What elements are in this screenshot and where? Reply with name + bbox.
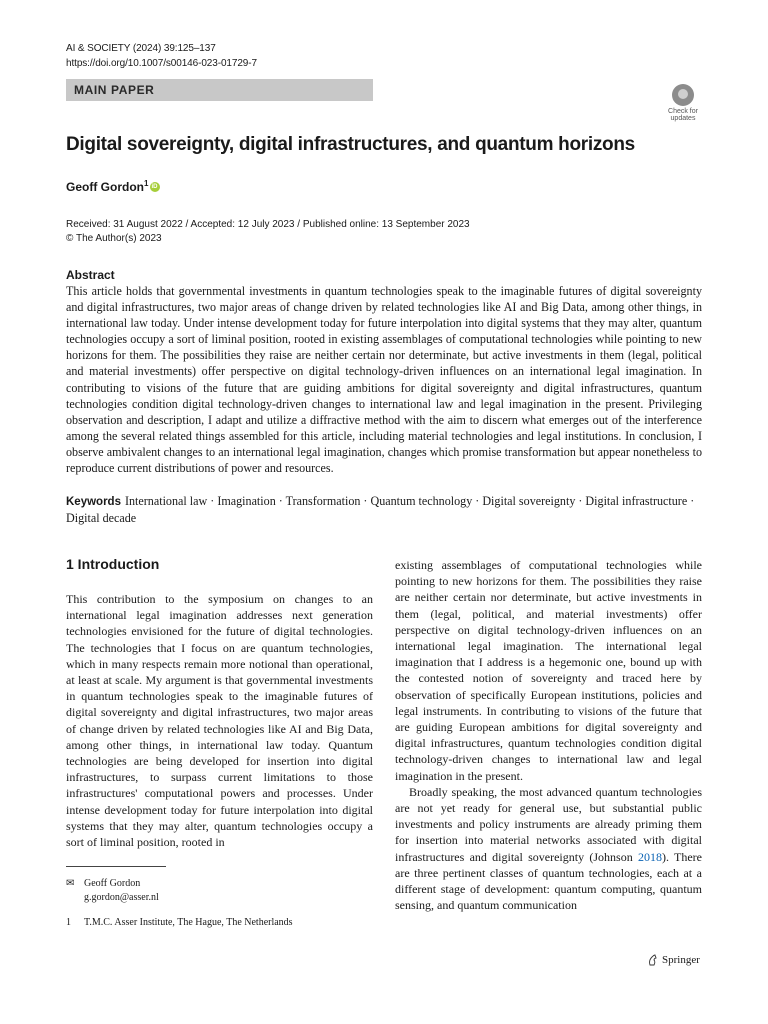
publisher-name: Springer: [662, 954, 700, 966]
check-badge-line1: Check for: [668, 108, 698, 115]
affiliation-text: T.M.C. Asser Institute, The Hague, The Netherlands: [84, 917, 293, 928]
article-title: Digital sovereignty, digital infrastructures, and quantum horizons: [66, 134, 635, 155]
article-type-label: MAIN PAPER: [74, 83, 155, 97]
body-text: ). There are three pertinent classes of quantum technologies, each at a different stage of development: quantum computing, quantum sensing, and quantum communication: [395, 849, 702, 913]
abstract-text: This article holds that governmental investments in quantum technologies speak to the imaginable futures of digital sovereignty and digital infrastructures, two major areas of change driven by related technologies like AI and Big Data, among other things, in international law today. Under intense development today for future interpolation into digital systems that they may alter, quantum technologies occupy a sort of liminal position, rooted in existing assemblages of computational technologies while pointing to new horizons for them. The possibilities they raise are neither certain nor determinate, but active investments in them (legal, political and material investments) offer perspective on digital technology-driven influences on an international legal imagination. In contributing to visions of the future that are guiding ambitions for digital sovereignty and digital infrastructures, quantum technologies condition digital technology-driven changes to international law and legal imagination in the present. Privileging observation and description, I adapt and utilize a diffractive method with the aim to discern what emerges out of the interference among the several related things assembled for this article, including material technologies and legal institutions. In conclusion, I observe ambivalent changes to an international legal imagination, changes which promise transformation but appear nonetheless to reproduce current distributions of power and resources.: [66, 284, 702, 476]
body-column-left: [66, 591, 373, 850]
publisher-logo: [648, 954, 700, 966]
citation-link[interactable]: 2018: [637, 849, 662, 864]
body-paragraph: [395, 784, 702, 914]
body-paragraph: existing assemblages of computational technologies while pointing to new horizons for them. The possibilities they raise are neither certain nor determinate, but active investments in them (legal, political, and material investments) offer perspective on digital technology-driven influences on an international legal imagination. The international legal imagination that I address is a hegemonic one, bound up with the contested notion of sovereignty and traced here by observation of specifically European institutions, policies and legal instruments. In contributing to visions of the future that are guiding European ambitions for digital sovereignty and digital infrastructures, quantum technologies condition digital technology-driven changes to international law and legal imagination in the present.: [395, 558, 702, 783]
check-updates-icon: [672, 84, 694, 106]
footnote-divider: [66, 866, 166, 867]
publication-dates: [66, 218, 470, 246]
check-badge-line2: updates: [670, 115, 696, 122]
body-column-right: [395, 557, 702, 913]
dates-line: Received: 31 August 2022 / Accepted: 12 July 2023 / Published online: 13 September 2023: [66, 219, 470, 230]
journal-citation: AI & SOCIETY (2024) 39:125–137: [66, 43, 216, 54]
section-heading: 1 Introduction: [66, 556, 160, 572]
copyright-line: © The Author(s) 2023: [66, 233, 162, 244]
corresponding-author-footnote: [66, 877, 159, 904]
abstract-heading: Abstract: [66, 268, 115, 282]
affiliation-number: 1: [66, 917, 71, 928]
author-affiliation-mark: 1: [144, 179, 149, 188]
journal-doi[interactable]: https://doi.org/10.1007/s00146-023-01729-7: [66, 58, 257, 69]
author-name: Geoff Gordon: [66, 180, 144, 194]
article-type-banner: [66, 79, 373, 101]
keywords: [66, 493, 702, 526]
orcid-icon[interactable]: [150, 182, 160, 192]
check-for-updates-badge[interactable]: [664, 84, 702, 122]
footnote-author-name: Geoff Gordon: [84, 878, 141, 889]
body-text: Broadly speaking, the most advanced quantum technologies are not yet ready for general use, but substantial public investments and policy instruments are already priming them for insertion into material networks associated with digital infrastructures and digital sovereignty (Johnson: [395, 784, 702, 864]
envelope-icon: ✉: [66, 878, 75, 889]
springer-horse-icon: [648, 954, 658, 966]
author-line: [66, 179, 160, 194]
footnote-author-email[interactable]: g.gordon@asser.nl: [84, 891, 159, 903]
affiliation-footnote: [66, 916, 293, 930]
keywords-text: International law · Imagination · Transformation · Quantum technology · Digital sovereignty · Digital infrastructure · Digital decade: [66, 494, 695, 526]
keywords-heading: Keywords: [66, 496, 121, 508]
body-paragraph: This contribution to the symposium on changes to an international legal imagination addresses next generation technologies envisioned for the future of digital technologies. The technologies that I focus on are quantum technologies, which in many respects remain more notional than operational, at least at scale. My argument is that governmental investments in quantum technologies speak to the imaginable futures of digital sovereignty and digital infrastructures, two major areas of change driven by related technologies like AI and Big Data, among other things, in international law today. Quantum technologies are being developed for insertion into digital infrastructures, to surpass current limitations to those infrastructures' computational powers and processes. Under intense development today for future interpolation into digital systems that they may alter, quantum technologies occupy a sort of liminal position, rooted in: [66, 592, 373, 850]
journal-info: [66, 41, 257, 71]
